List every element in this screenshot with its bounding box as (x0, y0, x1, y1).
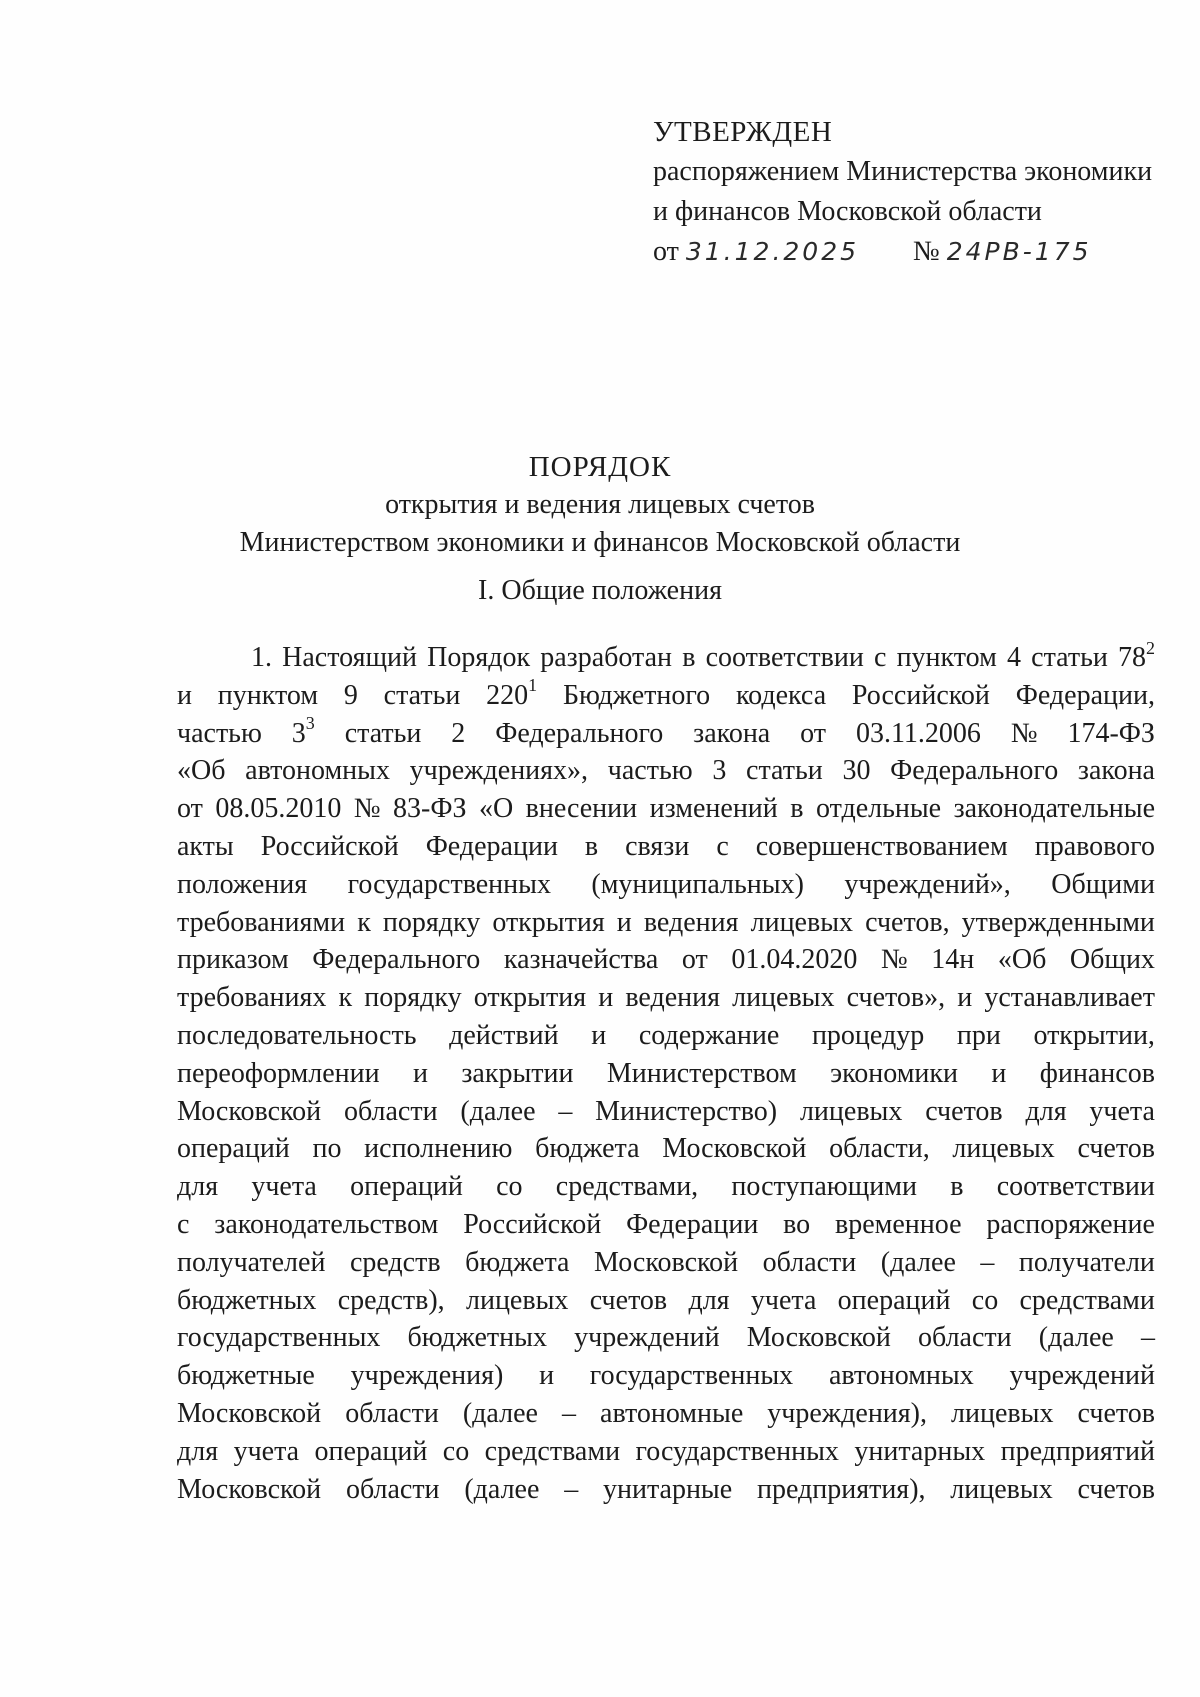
paragraph-line: от 08.05.2010 № 83-ФЗ «О внесении изменений в отдельные законодательные (177, 793, 1155, 825)
approval-line-2: и финансов Московской области (653, 196, 1042, 227)
handwritten-date: 31.12.2025 (685, 237, 860, 266)
paragraph-line: получателей средств бюджета Московской области (далее – получатели (177, 1246, 1155, 1278)
paragraph-line: положения государственных (муниципальных) учреждений», Общими (177, 868, 1155, 900)
title-main: ПОРЯДОК (528, 451, 672, 483)
paragraph-line: Московской области (далее – Министерство) лицевых счетов для учета (177, 1095, 1155, 1127)
paragraph-line: бюджетные учреждения) и государственных автономных учреждений (177, 1360, 1155, 1392)
paragraph-line: с законодательством Российской Федерации во временное распоряжение (177, 1208, 1155, 1240)
date-prefix: от (653, 236, 679, 267)
title-subtitle-2: Министерством экономики и финансов Московской области (239, 527, 961, 558)
paragraph-line: переоформлении и закрытии Министерством экономики и финансов (177, 1057, 1155, 1089)
paragraph-line: требованиями к порядку открытия и ведения лицевых счетов, утвержденными (177, 906, 1155, 938)
paragraph-1 (177, 639, 1155, 1508)
paragraph-line: для учета операций со средствами, поступающими в соответствии (177, 1171, 1155, 1203)
paragraph-line: последовательность действий и содержание процедур при открытии, (177, 1019, 1155, 1051)
approval-line-1: распоряжением Министерства экономики (653, 156, 1153, 187)
paragraph-line: операций по исполнению бюджета Московской области, лицевых счетов (177, 1133, 1155, 1165)
approval-title: УТВЕРЖДЕН (653, 116, 833, 148)
paragraph-line: и пунктом 9 статьи $220^1$ Бюджетного кодекса Российской Федерации, (177, 675, 1155, 711)
section-heading: I. Общие положения (478, 575, 722, 606)
paragraph-line: Московской области (далее – автономные учреждения), лицевых счетов (177, 1397, 1155, 1429)
document-title (0, 448, 1200, 562)
paragraph-line: частью $3^3$ статьи 2 Федерального закона от 03.11.2006 № 174-ФЗ (177, 713, 1155, 749)
paragraph-line: бюджетных средств), лицевых счетов для учета операций со средствами (177, 1284, 1155, 1316)
handwritten-number: 24РВ-175 (946, 237, 1092, 266)
paragraph-line: 1. Настоящий Порядок разработан в соответствии с пунктом 4 статьи $78^2$ (251, 637, 1155, 673)
paragraph-line: «Об автономных учреждениях», частью 3 статьи 30 Федерального закона (177, 755, 1155, 787)
approval-date-line (653, 232, 1152, 272)
title-subtitle-1: открытия и ведения лицевых счетов (385, 489, 815, 520)
number-prefix: № (913, 236, 940, 267)
paragraph-line: акты Российской Федерации в связи с совершенствованием правового (177, 830, 1155, 862)
paragraph-line: требованиях к порядку открытия и ведения лицевых счетов», и устанавливает (177, 982, 1155, 1014)
approval-stamp (653, 112, 1152, 272)
paragraph-line: Московской области (далее – унитарные предприятия), лицевых счетов (177, 1473, 1155, 1505)
paragraph-line: государственных бюджетных учреждений Московской области (далее – (177, 1322, 1155, 1354)
paragraph-line: для учета операций со средствами государственных унитарных предприятий (177, 1435, 1155, 1467)
paragraph-line: приказом Федерального казначейства от 01.04.2020 № 14н «Об Общих (177, 944, 1155, 976)
